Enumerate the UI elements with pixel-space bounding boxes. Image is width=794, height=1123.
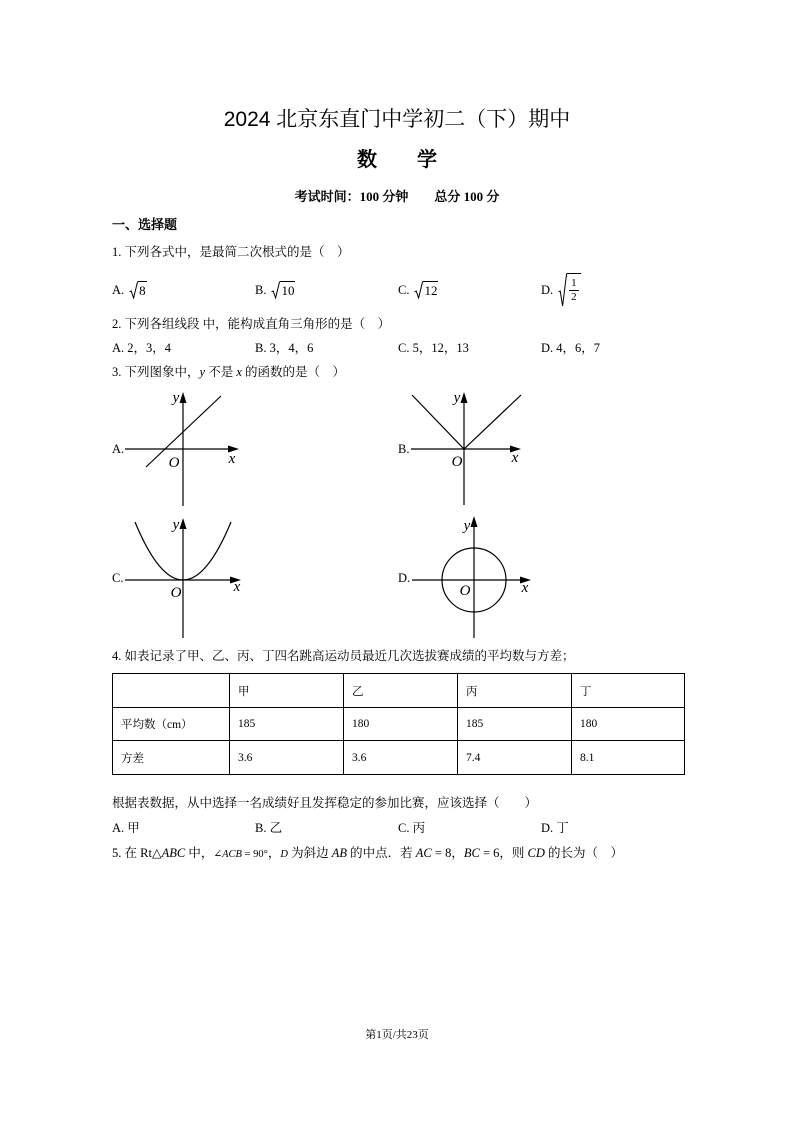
q2-option-b (255, 340, 313, 356)
q1-option-d (541, 273, 581, 307)
score-table (112, 673, 685, 775)
option-label: D. (541, 821, 554, 835)
q2-option-a (112, 340, 171, 356)
stem-text: ，则 (499, 846, 528, 860)
table-cell: 8.1 (572, 741, 685, 775)
question-2-stem: 2. 下列各组线段 中，能构成直角三角形的是（ ） (112, 317, 391, 331)
table-row (113, 741, 685, 775)
graph-c-label: C. (112, 571, 124, 585)
table-row-header: 方差 (113, 741, 230, 775)
origin-label: O (170, 585, 182, 601)
graph-d-label: D. (398, 571, 411, 585)
x-axis-label: x (511, 450, 519, 466)
question-3-stem (112, 364, 345, 380)
table-cell: 180 (572, 708, 685, 741)
table-row (113, 708, 685, 741)
stem-text: 3. 下列图象中， (112, 365, 200, 379)
option-value: 3，4，6 (269, 341, 314, 355)
section-title: 一、选择题 (112, 217, 178, 232)
exam-title: 2024 北京东直门中学初二（下）期中 (223, 108, 571, 131)
option-value: 2，3，4 (127, 341, 172, 355)
table-cell: 185 (458, 708, 572, 741)
math-variable: y (199, 365, 206, 379)
y-axis-label: y (463, 518, 471, 534)
q1-option-a (112, 273, 147, 307)
stem-text: 的长为（ ） (544, 846, 624, 860)
x-axis-label: x (521, 580, 529, 596)
option-value: 甲 (127, 821, 140, 835)
math-variable: ACB (222, 849, 242, 860)
page-number: 第1页/共23页 (365, 1029, 429, 1041)
table-header-cell: 丙 (458, 674, 572, 708)
q1-option-b (255, 273, 295, 307)
triangle-notation: Rt△ (140, 846, 162, 860)
x-axis-label: x (228, 451, 236, 467)
table-cell: 185 (230, 708, 344, 741)
graph-a-label: A. (112, 442, 125, 456)
table-header-cell: 甲 (230, 674, 344, 708)
table-corner-cell (113, 674, 230, 708)
radicand: 12 (424, 283, 438, 298)
stem-text: 为斜边 (287, 846, 332, 860)
table-row-header: 平均数（cm） (113, 708, 230, 741)
fraction-numerator: 1 (571, 277, 577, 289)
graph-b (411, 390, 521, 505)
option-label: B. (255, 341, 267, 355)
q4-option-a (112, 820, 140, 836)
table-header-cell: 乙 (344, 674, 458, 708)
question-4-stem: 4. 如表记录了甲、乙、丙、丁四名跳高运动员最近几次选拔赛成绩的平均数与方差； (112, 649, 575, 663)
math-variable: x (236, 365, 242, 379)
question-4-prompt: 根据表数据，从中选择一名成绩好且发挥稳定的参加比赛，应该选择（ ） (112, 796, 538, 810)
option-label: B. (255, 821, 267, 835)
absolute-value-curve (412, 395, 521, 449)
y-axis-arrow-icon (471, 516, 478, 527)
math-variable: AC (415, 846, 432, 860)
square-root (271, 281, 295, 299)
option-value: 乙 (269, 821, 283, 835)
math-expression: = 90° (241, 849, 268, 860)
radicand (567, 273, 581, 307)
radicand: 10 (281, 283, 295, 298)
fraction (569, 277, 579, 304)
table-cell: 3.6 (230, 741, 344, 775)
origin-label: O (459, 583, 471, 599)
q2-option-d (541, 340, 600, 356)
table-header-cell: 丁 (572, 674, 685, 708)
math-variable: BC (463, 846, 480, 860)
option-label: C. (398, 282, 410, 297)
math-expression: = 8 (431, 846, 452, 860)
y-axis-label: y (172, 517, 180, 533)
option-label: A. (112, 341, 125, 355)
option-label: D. (541, 341, 554, 355)
table-header-row (113, 674, 685, 708)
option-label: C. (398, 341, 410, 355)
x-axis-label: x (233, 579, 241, 595)
option-value: 5，12，13 (412, 341, 469, 355)
stem-text: 不是 (205, 365, 237, 379)
q4-option-c (398, 820, 425, 836)
table-cell: 3.6 (344, 741, 458, 775)
radical-sign-icon (271, 281, 280, 299)
stem-text: ， (451, 846, 464, 860)
option-label: A. (112, 821, 125, 835)
y-axis-label: y (172, 390, 180, 406)
origin-label: O (168, 455, 180, 471)
angle-symbol: ∠ (213, 849, 223, 860)
math-variable: ABC (161, 846, 186, 860)
q2-option-c (398, 340, 469, 356)
stem-text: 中， (185, 846, 214, 860)
question-1-stem: 1. 下列各式中，是最简二次根式的是（ ） (112, 245, 350, 259)
stem-text: ， (267, 846, 281, 860)
q1-option-c (398, 273, 438, 307)
fraction-denominator: 2 (571, 291, 577, 303)
option-label: C. (398, 821, 410, 835)
y-axis-arrow-icon (180, 392, 187, 403)
q4-option-d (541, 820, 569, 836)
graph-c (125, 517, 241, 638)
graph-b-label: B. (398, 442, 410, 456)
math-expression: = 6 (479, 846, 500, 860)
y-axis-arrow-icon (180, 518, 187, 529)
question-5-stem (112, 845, 623, 863)
stem-text: 的函数的是（ ） (241, 365, 346, 379)
y-axis-arrow-icon (461, 392, 468, 403)
math-variable: D (280, 849, 288, 860)
stem-text: 的中点．若 (347, 846, 416, 860)
square-root (414, 281, 438, 299)
option-value: 4，6，7 (556, 341, 601, 355)
table-cell: 7.4 (458, 741, 572, 775)
option-value: 丙 (412, 821, 426, 835)
radical-sign-icon (414, 281, 423, 299)
radicand: 8 (139, 283, 146, 298)
exam-info: 考试时间：100 分钟 总分 100 分 (294, 189, 500, 204)
q3-graphs (100, 380, 550, 650)
graph-a (125, 390, 239, 506)
q4-option-b (255, 820, 282, 836)
option-value: 丁 (556, 821, 569, 835)
radical-sign-icon (129, 281, 138, 299)
table-cell: 180 (344, 708, 458, 741)
square-root (558, 273, 581, 307)
radical-sign-icon (558, 273, 567, 307)
y-axis-label: y (453, 390, 461, 406)
stem-text: 5. 在 (112, 846, 141, 860)
math-variable: CD (527, 846, 545, 860)
graph-d (412, 516, 531, 638)
origin-label: O (451, 454, 463, 470)
math-variable: AB (331, 846, 348, 860)
option-label: A. (112, 282, 125, 297)
option-label: B. (255, 282, 267, 297)
square-root (129, 281, 147, 299)
option-label: D. (541, 282, 554, 297)
subject-title: 数 学 (357, 149, 437, 171)
